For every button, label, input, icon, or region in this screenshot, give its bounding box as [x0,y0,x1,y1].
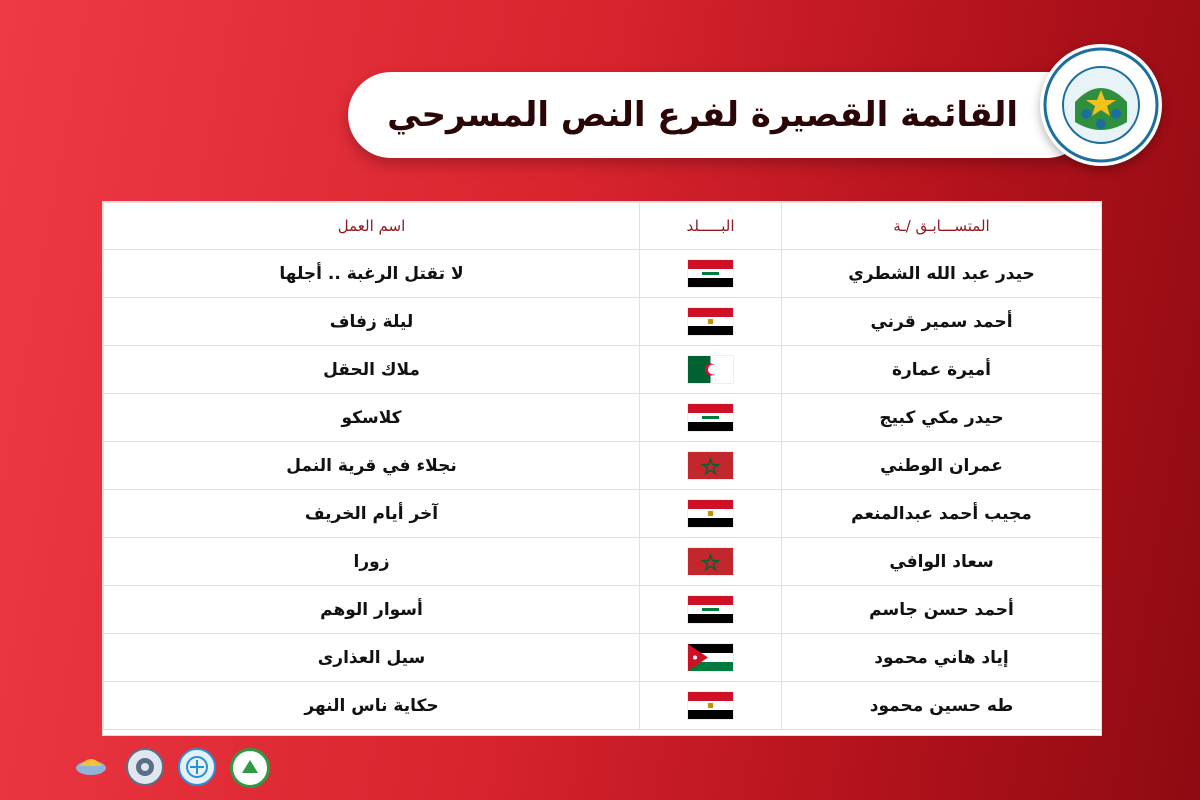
morocco-flag-icon [687,451,734,480]
morocco-flag-icon [687,547,734,576]
work-title: نجلاء في قرية النمل [104,442,640,490]
contestant-name: طه حسين محمود [782,682,1102,730]
work-title: ملاك الحقل [104,346,640,394]
contestant-name: أميرة عمارة [782,346,1102,394]
page-title: القائمة القصيرة لفرع النص المسرحي [387,95,1018,135]
contestant-name: إياد هاني محمود [782,634,1102,682]
egypt-flag-icon [687,307,734,336]
table-row [104,346,1102,394]
table-row [104,634,1102,682]
table-header-row [104,203,1102,250]
table-row [104,250,1102,298]
contestant-name: حيدر عبد الله الشطري [782,250,1102,298]
contestant-name: عمران الوطني [782,442,1102,490]
algeria-flag-icon [687,355,734,384]
work-title: لا تقتل الرغبة .. أجلها [104,250,640,298]
country-cell [640,538,782,586]
work-title: كلاسكو [104,394,640,442]
country-cell [640,250,782,298]
shortlist-table [102,201,1102,736]
work-title: سيل العذارى [104,634,640,682]
country-cell [640,490,782,538]
country-cell [640,346,782,394]
table-row [104,682,1102,730]
work-title: ليلة زفاف [104,298,640,346]
table-row [104,538,1102,586]
partner-logo-1-icon [74,748,108,782]
contestant-name: مجيب أحمد عبدالمنعم [782,490,1102,538]
column-header-name: المتســـابـق /ـة [782,203,1102,250]
country-cell [640,682,782,730]
table-row [104,442,1102,490]
work-title: حكاية ناس النهر [104,682,640,730]
egypt-flag-icon [687,499,734,528]
column-header-country: البـــــلد [640,203,782,250]
country-cell [640,394,782,442]
country-cell [640,298,782,346]
iraq-flag-icon [687,259,734,288]
work-title: أسوار الوهم [104,586,640,634]
partner-logo-3-icon [178,748,216,786]
table-row [104,394,1102,442]
contestant-name: حيدر مكي كبيج [782,394,1102,442]
work-title: زورا [104,538,640,586]
country-cell [640,442,782,490]
work-title: آخر أيام الخريف [104,490,640,538]
column-header-work: اسم العمل [104,203,640,250]
contestant-name: سعاد الوافي [782,538,1102,586]
jordan-flag-icon [687,643,734,672]
iraq-flag-icon [687,403,734,432]
partner-logo-4-icon [230,748,270,788]
egypt-flag-icon [687,691,734,720]
country-cell [640,586,782,634]
iraq-flag-icon [687,595,734,624]
contestant-name: أحمد سمير قرني [782,298,1102,346]
oscar-arab-creators-logo [1040,44,1162,166]
table-row [104,586,1102,634]
partner-logo-2-icon [126,748,164,786]
table-row [104,298,1102,346]
contestant-name: أحمد حسن جاسم [782,586,1102,634]
table-row [104,490,1102,538]
country-cell [640,634,782,682]
